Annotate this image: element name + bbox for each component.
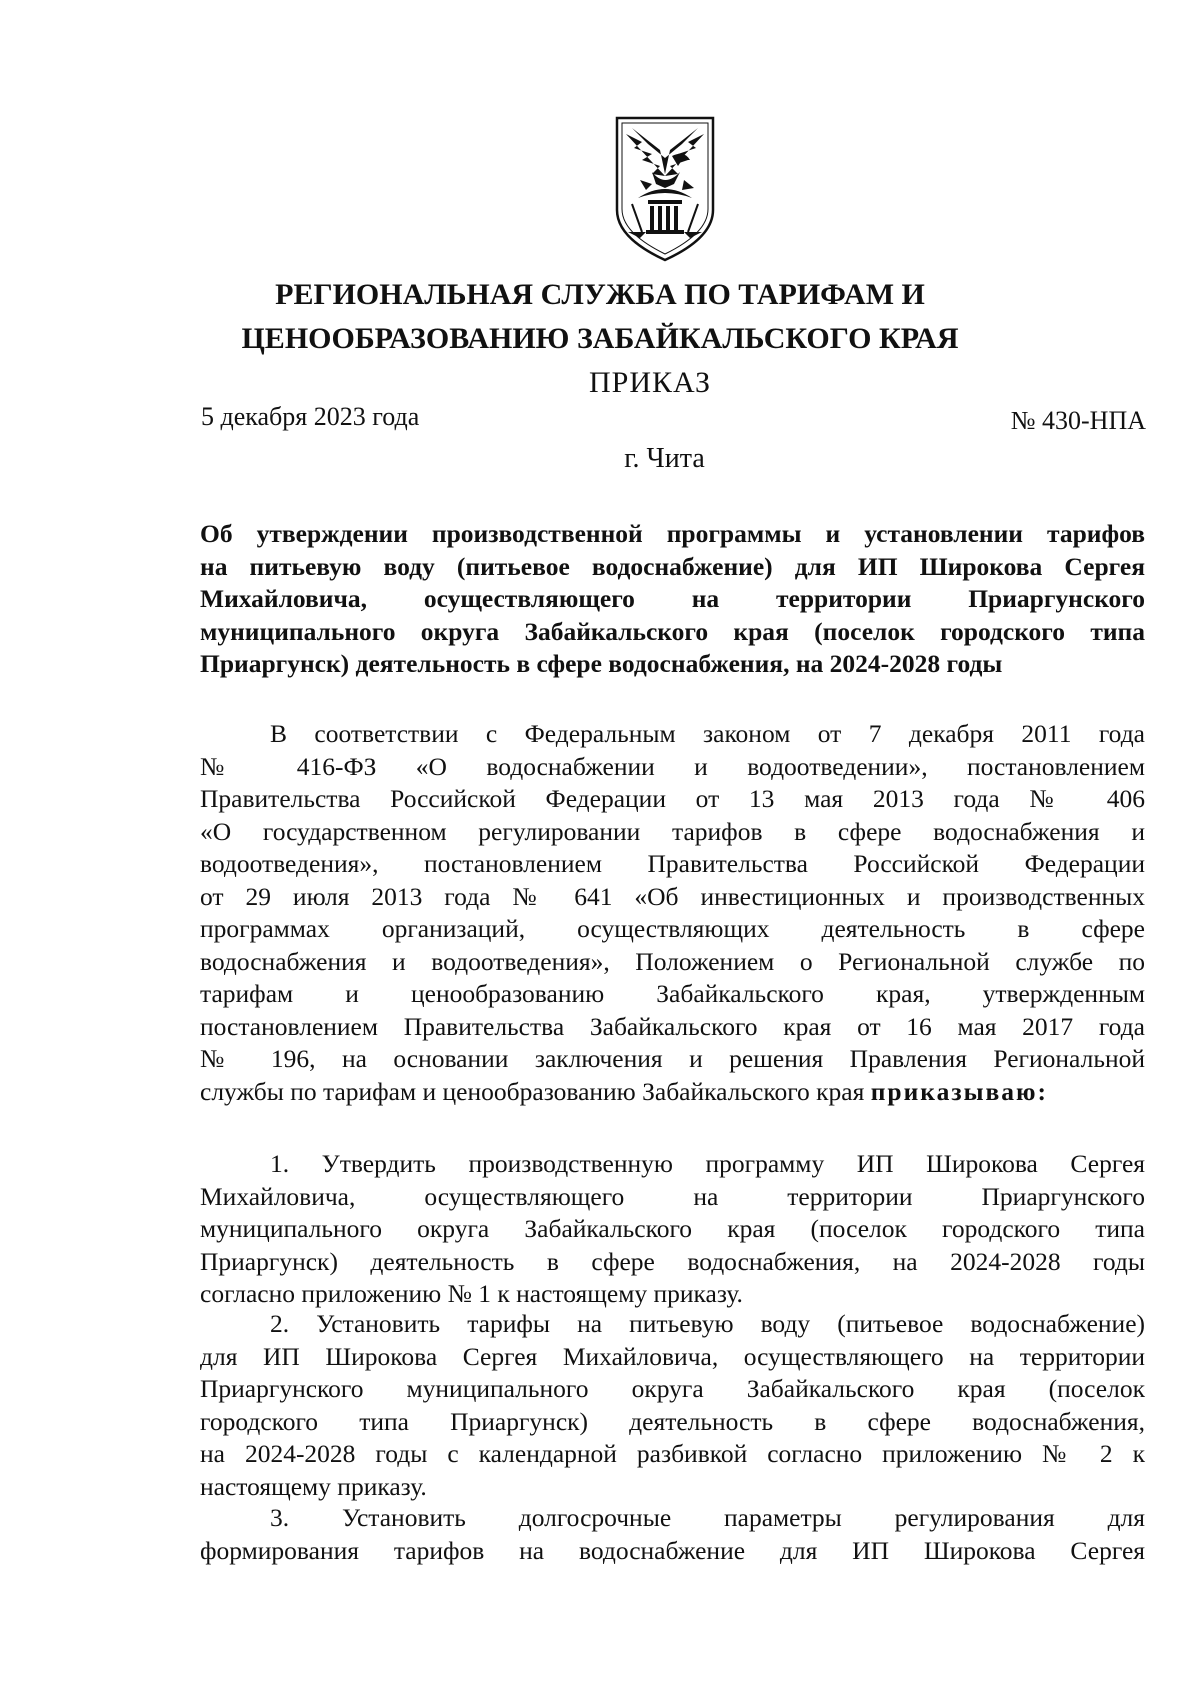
item-1-paragraph [200,1148,1145,1311]
paragraph-line: Приаргунского муниципального округа Забайкальского края (поселок [200,1374,1145,1403]
paragraph-line: 3. Установить долгосрочные параметры регулирования для [270,1503,1145,1532]
document-title [200,518,1145,681]
paragraph-line: 2. Установить тарифы на питьевую воду (питьевое водоснабжение) [270,1309,1145,1338]
paragraph-line: № 416-ФЗ «О водоснабжении и водоотведении», постановлением [200,751,1145,781]
paragraph-line: согласно приложению № 1 к настоящему приказу. [200,1279,743,1308]
paragraph-line: настоящему приказу. [200,1471,427,1501]
document-date: 5 декабря 2023 года [201,402,420,431]
paragraph-line: В соответствии с Федеральным законом от 7 декабря 2011 года [270,719,1145,748]
title-line: на питьевую воду (питьевое водоснабжение) для ИП Широкова Сергея [200,551,1145,581]
paragraph-line: формирования тарифов на водоснабжение для ИП Широкова Сергея [200,1535,1145,1565]
paragraph-line: «О государственном регулировании тарифов в сфере водоснабжения и [200,816,1145,846]
preamble-paragraph [200,718,1145,1108]
paragraph-line: на 2024-2028 годы с календарной разбивкой согласно приложению № 2 к [200,1439,1145,1468]
paragraph-line: городского типа Приаргунск) деятельность в сфере водоснабжения, [200,1406,1145,1436]
paragraph-line: водоотведения», постановлением Правительства Российской Федерации [200,849,1145,878]
preamble-last-line-text: службы по тарифам и ценообразованию Забайкальского края [200,1076,871,1106]
paragraph-line: постановлением Правительства Забайкальского края от 16 мая 2017 года [200,1011,1145,1041]
paragraph-line: 1. Утвердить производственную программу ИП Широкова Сергея [270,1149,1145,1178]
paragraph-line: программах организаций, осуществляющих деятельность в сфере [200,914,1145,943]
document-city: г. Чита [624,443,705,474]
title-line: Михайловича, осуществляющего на территории Приаргунского [200,584,1145,613]
agency-name-line-2: ЦЕНООБРАЗОВАНИЮ ЗАБАЙКАЛЬСКОГО КРАЯ [241,322,959,355]
title-line: муниципального округа Забайкальского края (поселок городского типа [200,616,1145,646]
paragraph-line [200,1076,1145,1109]
item-2-paragraph [200,1308,1145,1503]
item-3-paragraph [200,1502,1145,1567]
title-line: Об утверждении производственной программы и установлении тарифов [200,519,1145,548]
document-type: ПРИКАЗ [589,366,711,399]
paragraph-line: тарифам и ценообразованию Забайкальского края, утвержденным [200,979,1145,1008]
paragraph-line: Правительства Российской Федерации от 13 мая 2013 года № 406 [200,784,1145,813]
paragraph-line: для ИП Широкова Сергея Михайловича, осуществляющего на территории [200,1341,1145,1371]
decree-word: приказываю: [870,1076,1048,1106]
paragraph-line: от 29 июля 2013 года № 641 «Об инвестиционных и производственных [200,881,1145,911]
document-number: № 430-НПА [1010,406,1146,435]
title-line: Приаргунск) деятельность в сфере водоснабжения, на 2024-2028 годы [200,649,1003,678]
paragraph-line: муниципального округа Забайкальского края (поселок городского типа [200,1214,1145,1243]
paragraph-line: водоснабжения и водоотведения», Положением о Региональной службе по [200,946,1145,976]
agency-name-line-1: РЕГИОНАЛЬНАЯ СЛУЖБА ПО ТАРИФАМ И [275,278,925,311]
coat-of-arms-icon [612,114,718,264]
agency-name [200,273,1000,361]
paragraph-line: Михайловича, осуществляющего на территории Приаргунского [200,1181,1145,1211]
paragraph-line: № 196, на основании заключения и решения Правления Региональной [200,1044,1145,1073]
paragraph-line: Приаргунск) деятельность в сфере водоснабжения, на 2024-2028 годы [200,1246,1145,1276]
